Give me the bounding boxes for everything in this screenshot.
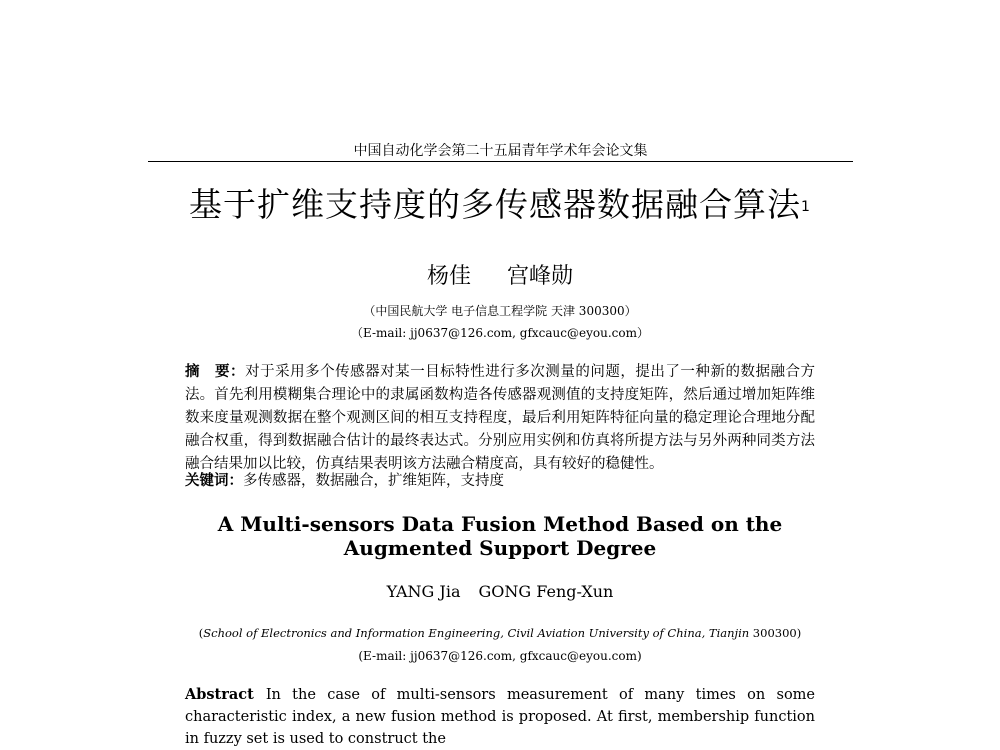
chinese-author-2: 宫峰勋 bbox=[507, 264, 574, 289]
english-affiliation-zip: 300300) bbox=[749, 626, 802, 640]
affiliation-open-paren: ( bbox=[198, 626, 204, 640]
chinese-abstract bbox=[185, 361, 815, 476]
title-footnote-mark: 1 bbox=[801, 199, 811, 215]
english-title bbox=[150, 512, 850, 560]
english-email: (E-mail: jj0637@126.com, gfxcauc@eyou.com) bbox=[358, 649, 642, 663]
chinese-keywords-label: 关键词： bbox=[185, 473, 243, 489]
header-rule bbox=[148, 161, 853, 162]
chinese-title-text: 基于扩维支持度的多传感器数据融合算法 bbox=[189, 185, 802, 224]
chinese-title bbox=[100, 183, 900, 227]
english-title-line-1: A Multi-sensors Data Fusion Method Based on the bbox=[217, 512, 783, 536]
english-abstract-label: Abstract bbox=[185, 686, 254, 703]
chinese-abstract-text: 对于采用多个传感器对某一目标特性进行多次测量的问题，提出了一种新的数据融合方法。首先利用模糊集合理论中的隶属函数构造各传感器观测值的支持度矩阵，然后通过增加矩阵维数来度量观测数据在整个观测区间的相互支持程度，最后利用矩阵特征向量的稳定理论合理地分配融合权重，得到数据融合估计的最终表达式。分别应用实例和仿真将所提方法与另外两种同类方法融合结果加以比较，仿真结果表明该方法融合精度高，具有较好的稳健性。 bbox=[185, 364, 816, 472]
english-affiliation-school: School of Electronics and Information Engineering, Civil Aviation University of China, Tianjin bbox=[203, 626, 750, 640]
english-affiliation bbox=[150, 625, 850, 641]
chinese-abstract-label: 摘 要： bbox=[185, 364, 246, 380]
running-head: 中国自动化学会第二十五届青年学术年会论文集 bbox=[353, 143, 648, 159]
english-author-2: GONG Feng-Xun bbox=[478, 582, 614, 601]
chinese-author-1: 杨佳 bbox=[426, 264, 471, 289]
chinese-email: （E-mail: jj0637@126.com, gfxcauc@eyou.com） bbox=[351, 326, 649, 340]
chinese-affiliation: （中国民航大学 电子信息工程学院 天津 300300） bbox=[363, 304, 637, 318]
english-abstract-text: In the case of multi-sensors measurement of many times on some characteristic index, a new fusion method is proposed. At first, membership function in fuzzy set is used to construct the bbox=[185, 687, 815, 747]
chinese-keywords bbox=[185, 470, 815, 493]
english-author-1: YANG Jia bbox=[386, 582, 461, 601]
english-title-line-2: Augmented Support Degree bbox=[343, 536, 657, 560]
chinese-authors bbox=[200, 262, 800, 292]
english-abstract bbox=[185, 684, 815, 747]
english-authors bbox=[200, 581, 800, 603]
chinese-keywords-text: 多传感器，数据融合，扩维矩阵，支持度 bbox=[243, 473, 504, 489]
